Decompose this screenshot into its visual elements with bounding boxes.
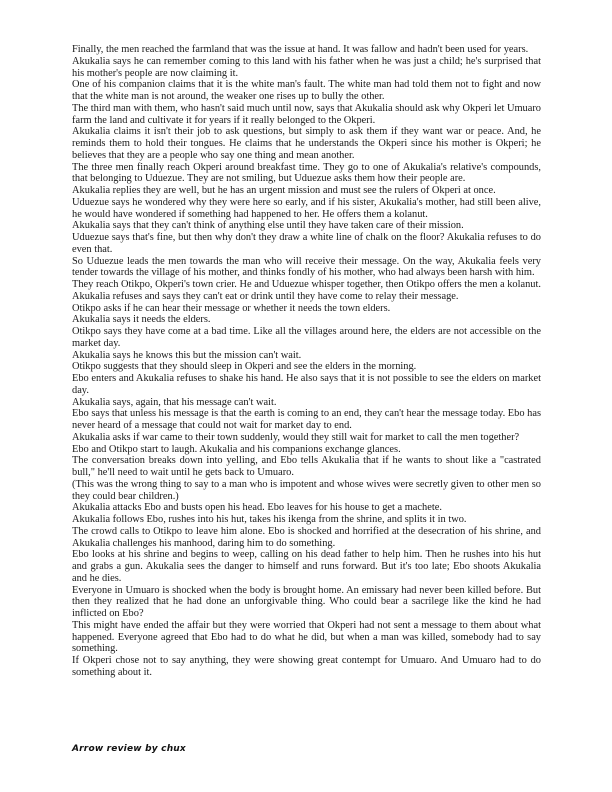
paragraph-11: So Uduezue leads the men towards the man who will receive their message. On the way, Akukalia feels very tender towards the village of his mother, and thinks fondly of his mother, who had always been harsh with him. — [72, 255, 541, 279]
paragraph-19: Ebo enters and Akukalia refuses to shake his hand. He also says that it is not possible to see the elders on market day. — [72, 373, 541, 396]
paragraph-31: This might have ended the affair but they were worried that Okperi had not sent a message to them about what happened. Everyone agreed that Ebo had to do what he did, but when a man was killed, somebody had to say something. — [72, 619, 541, 655]
paragraph-6: The three men finally reach Okperi around breakfast time. They go to one of Akukalia's relative's compounds, that belonging to Uduezue. They are not smiling, but Uduezue asks them how their people are. — [72, 161, 541, 185]
paragraph-9: Akukalia says that they can't think of anything else until they have taken care of their mission. — [72, 220, 464, 232]
paragraph-14: Otikpo asks if he can hear their message or whether it needs the town elders. — [72, 302, 391, 314]
paragraph-5: Akukalia claims it isn't their job to ask questions, but simply to ask them if they want war or peace. And, he reminds them to hold their tongues. He claims that he understands the Okperi since his mother is Okperi; he believes that they are a people who say one thing and mean another. — [72, 126, 541, 161]
paragraph-15: Akukalia says it needs the elders. — [72, 314, 211, 326]
paragraph-30: Everyone in Umuaro is shocked when the body is brought home. An emissary had never been killed before. But then they realized that he had done an unforgivable thing. Who could bear a sacrilege like the kind he had inflicted on Ebo? — [72, 584, 541, 619]
paragraph-13: Akukalia refuses and says they can't eat or drink until they have come to relay their message. — [72, 290, 459, 302]
document-body — [72, 44, 541, 679]
paragraph-2: Akukalia says he can remember coming to this land with his father when he was just a child; he's surprised that his mother's people are now claiming it. — [72, 55, 541, 79]
paragraph-29: Ebo looks at his shrine and begins to weep, calling on his dead father to help him. Then he rushes into his hut and grabs a gun. Akukalia sees the danger to himself and runs forward. But it's too late; Ebo shoots Akukalia and he dies. — [72, 549, 541, 584]
paragraph-24: The conversation breaks down into yelling, and Ebo tells Akukalia that if he wants to shout like a "castrated bull," he'll need to wait until he gets back to Umuaro. — [72, 455, 541, 478]
paragraph-20: Akukalia says, again, that his message can't wait. — [72, 396, 277, 408]
paragraph-18: Otikpo suggests that they should sleep in Okperi and see the elders in the morning. — [72, 361, 417, 373]
paragraph-21: Ebo says that unless his message is that the earth is coming to an end, they can't hear the message today. Ebo has never heard of a message that could not wait for market day to end. — [72, 408, 541, 431]
paragraph-1: Finally, the men reached the farmland that was the issue at hand. It was fallow and hadn't been used for years. — [72, 44, 529, 55]
paragraph-4: The third man with them, who hasn't said much until now, says that Akukalia should ask why Okperi let Umuaro farm the land and cultivate it for years if it really belonged to the Okperi. — [72, 102, 541, 126]
paragraph-32: If Okperi chose not to say anything, they were showing great contempt for Umuaro. And Umuaro had to do something about it. — [72, 655, 541, 678]
paragraph-26: Akukalia attacks Ebo and busts open his head. Ebo leaves for his house to get a machete. — [72, 502, 442, 514]
paragraph-8: Uduezue says he wondered why they were here so early, and if his sister, Akukalia's mother, had still been alive, he would have wondered if something had happened to her. He offers them a kolanut. — [72, 196, 541, 220]
paragraph-16: Otikpo says they have come at a bad time. Like all the villages around here, the elders are not accessible on the market day. — [72, 326, 541, 349]
paragraph-7: Akukalia replies they are well, but he has an urgent mission and must see the rulers of Okperi at once. — [72, 185, 496, 196]
paragraph-3: One of his companion claims that it is the white man's fault. The white man had told them not to fight and now that the white man is not around, the weaker one rises up to bully the other. — [72, 79, 541, 102]
paragraph-27: Akukalia follows Ebo, rushes into his hut, takes his ikenga from the shrine, and splits it in two. — [72, 514, 467, 525]
paragraph-22: Akukalia asks if war came to their town suddenly, would they still wait for market to call the men together? — [72, 431, 520, 443]
paragraph-12: They reach Otikpo, Okperi's town crier. He and Uduezue whisper together, then Otikpo offers the men a kolanut. — [72, 279, 541, 290]
paragraph-23: Ebo and Otikpo start to laugh. Akukalia and his companions exchange glances. — [72, 443, 401, 455]
paragraph-28: The crowd calls to Otikpo to leave him alone. Ebo is shocked and horrified at the desecration of his shrine, and Akukalia challenges his manhood, daring him to do something. — [72, 525, 541, 549]
paragraph-17: Akukalia says he knows this but the mission can't wait. — [72, 349, 302, 361]
paragraph-25: (This was the wrong thing to say to a man who is impotent and whose wives were secretly given to other men so they could bear children.) — [72, 478, 541, 502]
paragraph-10: Uduezue says that's fine, but then why don't they draw a white line of chalk on the floor? Akukalia refuses to do even that. — [72, 232, 541, 255]
footer-credit: Arrow review by chux — [72, 744, 186, 754]
